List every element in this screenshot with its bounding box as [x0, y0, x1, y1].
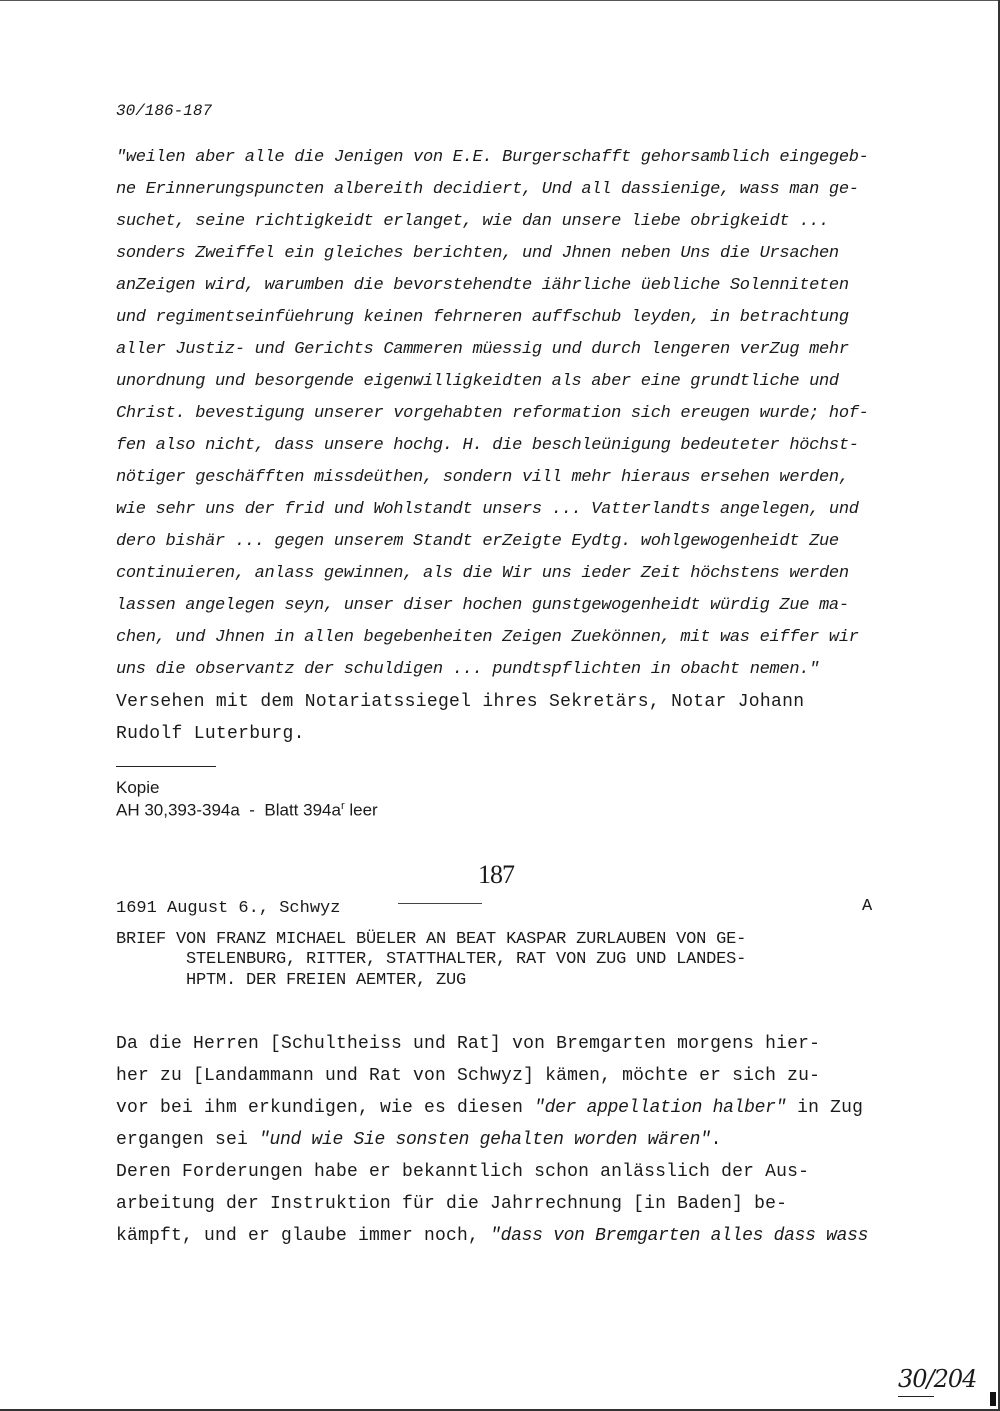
body-text: in Zug [786, 1098, 864, 1118]
body-line [116, 1098, 863, 1118]
body-line: arbeitung der Instruktion für die Jahrrechnung [in Baden] be- [116, 1194, 788, 1214]
body-line: Da die Herren [Schultheiss und Rat] von Bremgarten morgens hier- [116, 1034, 821, 1054]
scan-corner-mark [990, 1392, 996, 1406]
body-text: ergangen sei [116, 1130, 260, 1150]
quote-line: aller Justiz- und Gerichts Cammeren müessig und durch lengeren verZug mehr [116, 340, 849, 359]
quote-line: anZeigen wird, warumben die bevorstehendte iährliche üebliche Solenniteten [116, 276, 849, 295]
body-line: Deren Forderungen habe er bekanntlich schon anlässlich der Aus- [116, 1162, 810, 1182]
document-heading-line: BRIEF VON FRANZ MICHAEL BÜELER AN BEAT KASPAR ZURLAUBEN VON GE- [116, 930, 747, 949]
body-text: kämpft, und er glaube immer noch, [116, 1226, 491, 1246]
quote-line: wie sehr uns der frid und Wohlstandt unsers ... Vatterlandts angelegen, und [116, 500, 859, 519]
body-line: her zu [Landammann und Rat von Schwyz] kämen, möchte er sich zu- [116, 1066, 821, 1086]
body-quote: "der appellation halber" [534, 1098, 787, 1118]
quote-line: sonders Zweiffel ein gleiches berichten, und Jhnen neben Uns die Ursachen [116, 244, 839, 263]
quote-line: unordnung und besorgende eigenwilligkeidten als aber eine grundtliche und [116, 372, 839, 391]
quote-line: nötiger geschäfften missdeüthen, sondern vill mehr hieraus ersehen werden, [116, 468, 849, 487]
body-text: vor bei ihm erkundigen, wie es diesen [116, 1098, 535, 1118]
page-mark-underline [898, 1396, 934, 1397]
section-divider [116, 766, 216, 767]
quote-line: continuieren, anlass gewinnen, als die Wir uns ieder Zeit höchstens werden [116, 564, 849, 583]
quote-line: fen also nicht, dass unsere hochg. H. die beschleünigung bedeuteter höchst- [116, 436, 859, 455]
source-location-text: AH 30,393-394a - Blatt 394a [116, 800, 341, 820]
source-suffix: leer [344, 800, 378, 820]
quote-line: und regimentseinfüehrung keinen fehrneren auffschub leyden, in betrachtung [116, 308, 849, 327]
quote-line: suchet, seine richtigkeidt erlanget, wie dan unsere liebe obrigkeidt ... [116, 212, 829, 231]
body-quote: "dass von Bremgarten alles dass wass [490, 1226, 869, 1246]
body-text: . [710, 1130, 722, 1150]
category-mark: A [862, 897, 873, 916]
dateline-dash [398, 903, 482, 904]
quote-line: Christ. bevestigung unserer vorgehabten reformation sich ereugen wurde; hof- [116, 404, 869, 423]
quote-line: dero bishär ... gegen unserem Standt erZeigte Eydtg. wohlgewogenheidt Zue [116, 532, 839, 551]
document-heading-line: HPTM. DER FREIEN AEMTER, ZUG [186, 971, 467, 990]
body-line [116, 1226, 868, 1246]
scan-border-top [0, 0, 1000, 1]
source-superscript: r [340, 800, 345, 812]
body-quote: "und wie Sie sonsten gehalten worden wären" [259, 1130, 711, 1150]
dateline: 1691 August 6., Schwyz [116, 899, 341, 918]
quote-line: chen, und Jhnen in allen begebenheiten Zeigen Zuekönnen, mit was eiffer wir [116, 628, 859, 647]
source-location [116, 800, 378, 821]
seal-note-line: Versehen mit dem Notariatssiegel ihres Sekretärs, Notar Johann [116, 692, 805, 712]
quote-line: ne Erinnerungspuncten albereith decidiert, Und all dassienige, wass man ge- [116, 180, 859, 199]
quote-line: uns die observantz der schuldigen ... pundtspflichten in obacht nemen." [116, 660, 820, 679]
document-number: 187 [478, 860, 514, 889]
quote-line: lassen angelegen seyn, unser diser hochen gunstgewogenheidt würdig Zue ma- [116, 596, 849, 615]
handwritten-page-mark: 30/204 [898, 1365, 977, 1393]
document-heading-line: STELENBURG, RITTER, STATTHALTER, RAT VON ZUG UND LANDES- [186, 950, 747, 969]
source-type: Kopie [116, 778, 160, 797]
page-reference: 30/186-187 [116, 102, 213, 120]
seal-note-line: Rudolf Luterburg. [116, 724, 305, 744]
quote-line: "weilen aber alle die Jenigen von E.E. Burgerschafft gehorsamblich eingegeb- [116, 148, 869, 167]
body-line [116, 1130, 722, 1150]
